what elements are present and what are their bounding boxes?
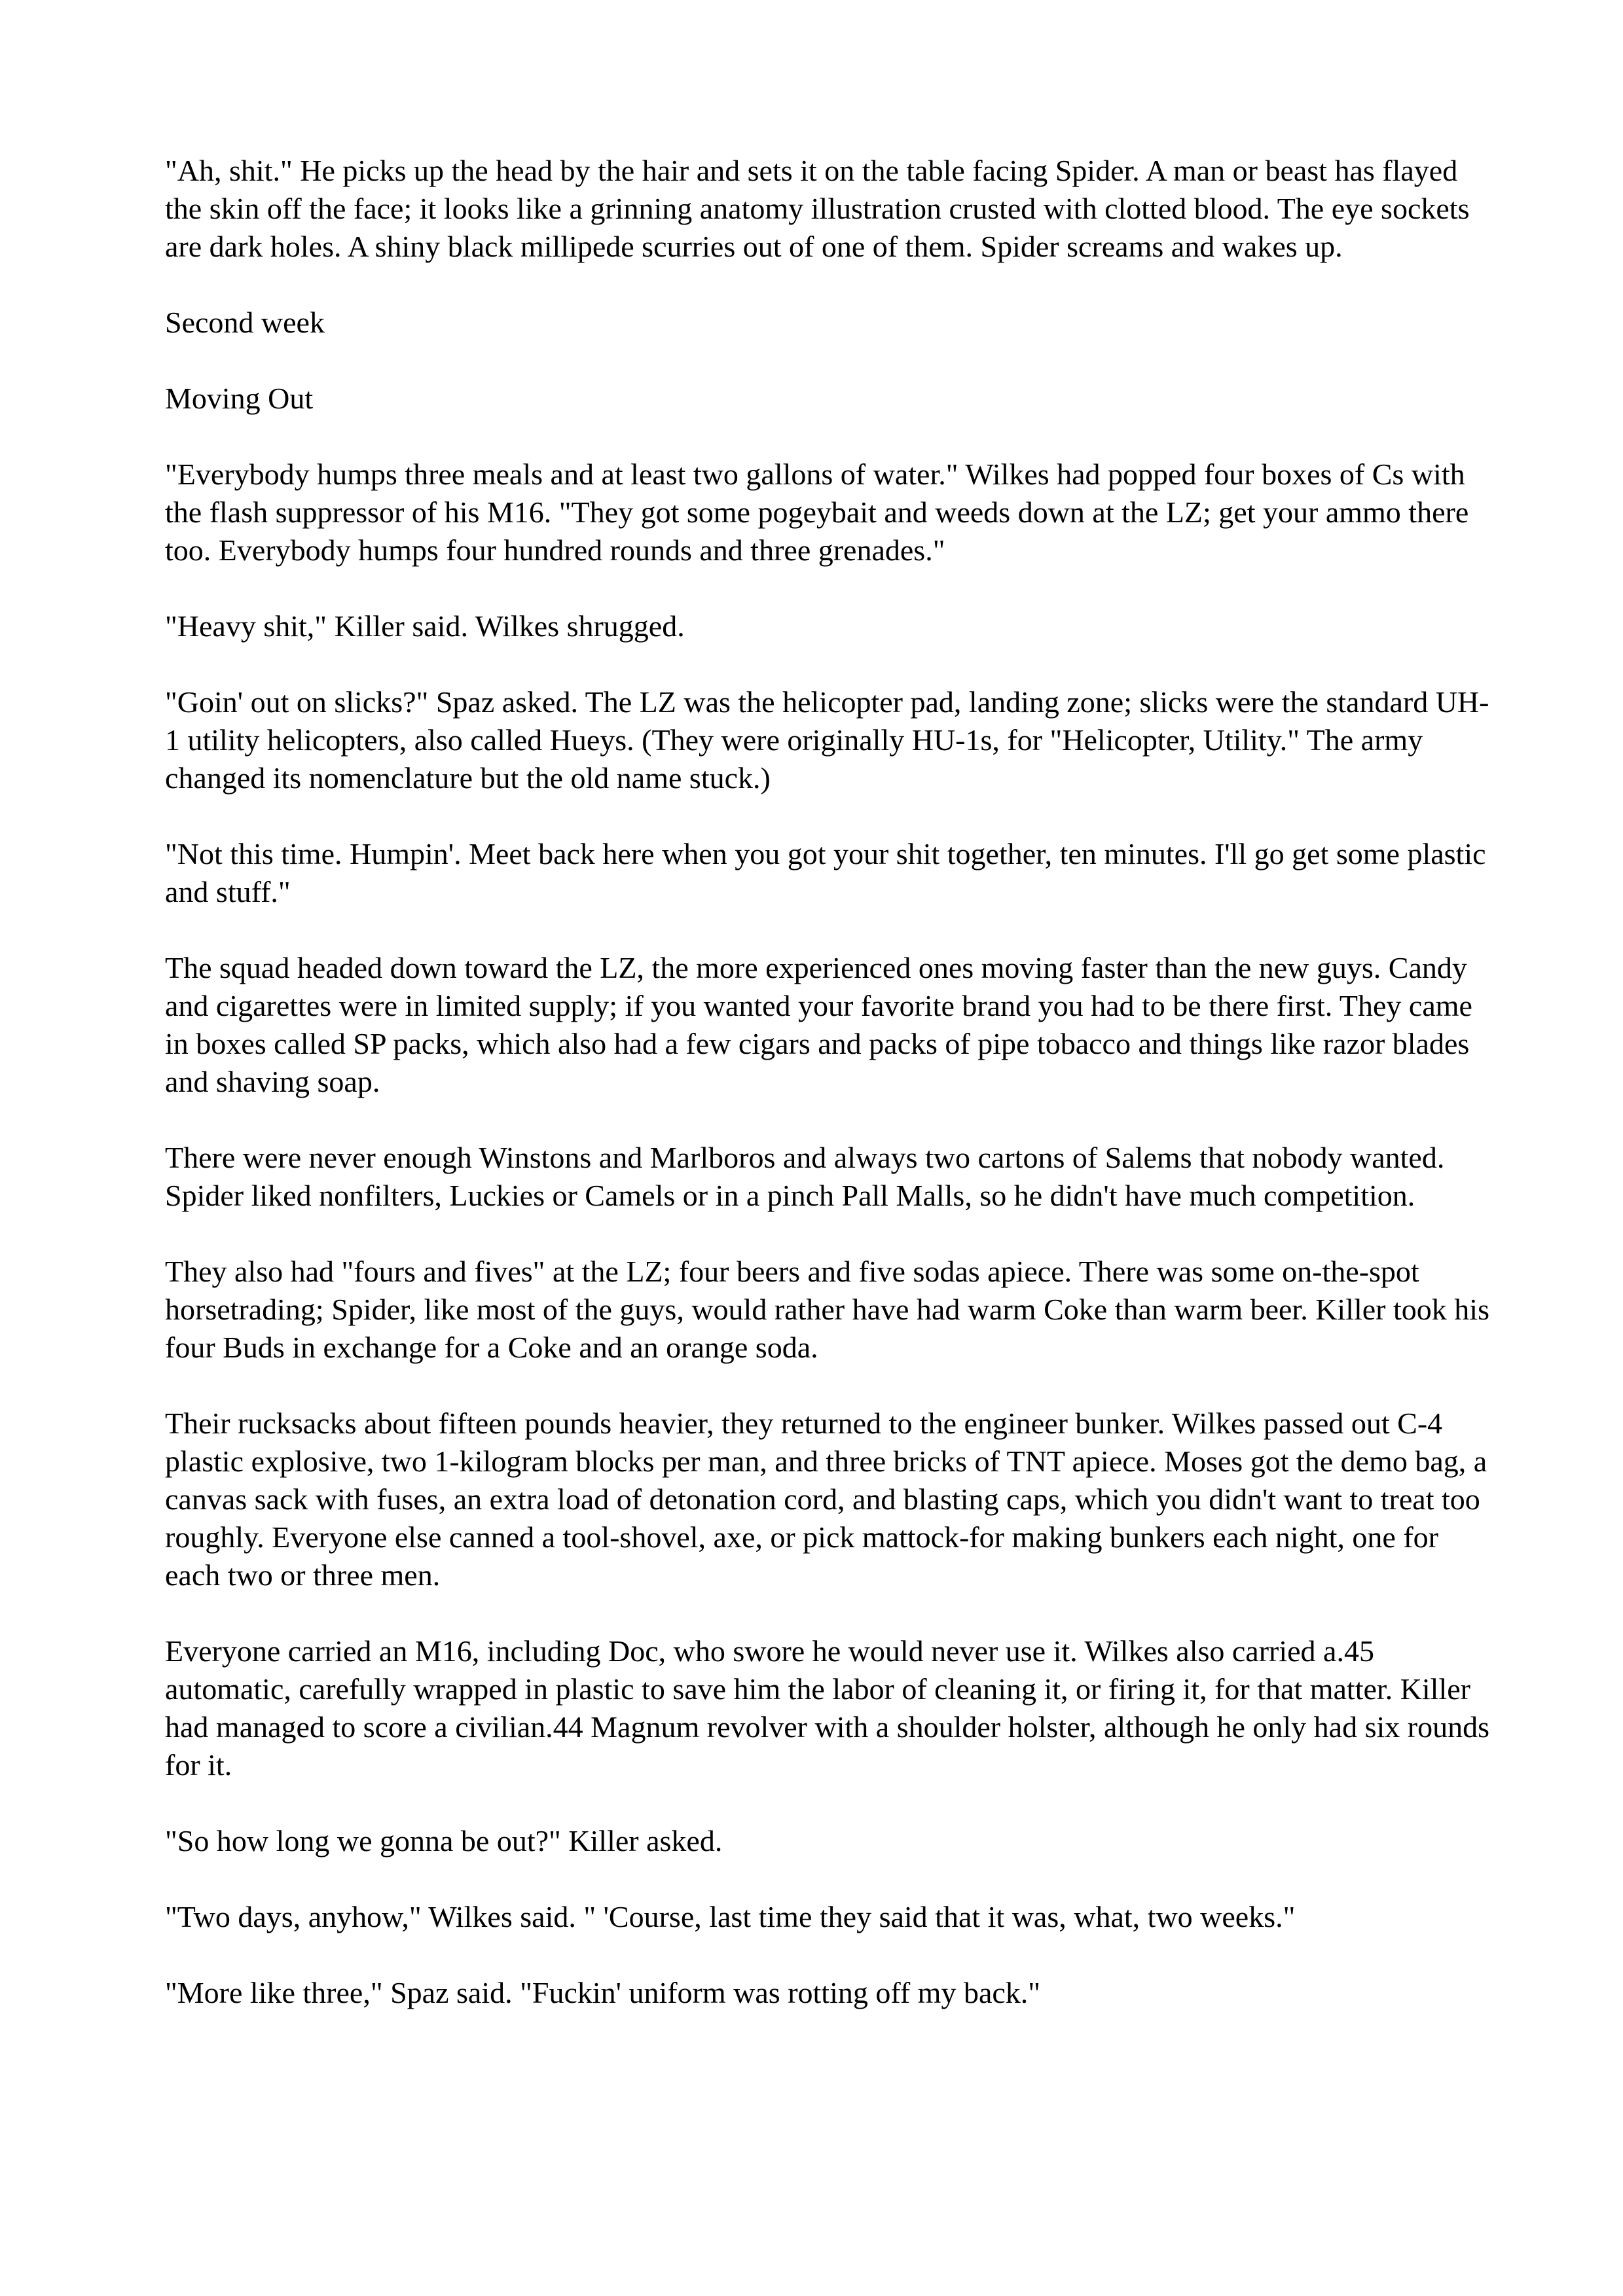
paragraph-weapons: Everyone carried an M16, including Doc, who swore he would never use it. Wilkes also carried a.45 automatic, carefully wrapped in plastic to save him the labor of cleaning it, or firing it, for that matter. Killer had managed to score a civilian.44 Magnum revolver with a shoulder holster, although he only had six rounds for it. — [165, 1634, 1489, 1782]
paragraph-cigarettes: There were never enough Winstons and Marlboros and always two cartons of Salems that nobody wanted. Spider liked nonfilters, Luckies or Camels or in a pinch Pall Malls, so he didn't have much competition. — [165, 1141, 1445, 1212]
paragraph-fours-and-fives: They also had "fours and fives" at the LZ; four beers and five sodas apiece. There was some on-the-spot horsetrading; Spider, like most of the guys, would rather have had warm Coke than warm beer. Killer took his four Buds in exchange for a Coke and an orange soda. — [165, 1255, 1489, 1364]
paragraph-more-like-three: "More like three," Spaz said. "Fuckin' uniform was rotting off my back." — [165, 1976, 1041, 2009]
paragraph-humpin: "Not this time. Humpin'. Meet back here when you got your shit together, ten minutes. I'll go get some plastic and stuff." — [165, 837, 1486, 908]
chapter-title-moving-out: Moving Out — [165, 382, 314, 415]
paragraph-slicks: "Goin' out on slicks?" Spaz asked. The LZ was the helicopter pad, landing zone; slicks were the standard UH-1 utility helicopters, also called Hueys. (They were originally HU-1s, for "Helicopter, Utility." The army changed its nomenclature but the old name stuck.) — [165, 685, 1489, 795]
paragraph-two-days: "Two days, anyhow," Wilkes said. " 'Course, last time they said that it was, what, two weeks." — [165, 1900, 1296, 1933]
paragraph-how-long: "So how long we gonna be out?" Killer asked. — [165, 1824, 723, 1857]
paragraph-wilkes-orders: "Everybody humps three meals and at least two gallons of water." Wilkes had popped four boxes of Cs with the flash suppressor of his M16. "They got some pogeybait and weeds down at the LZ; get your ammo there too. Everybody humps four hundred rounds and three grenades." — [165, 457, 1469, 567]
paragraph-heavy-shit: "Heavy shit," Killer said. Wilkes shrugged. — [165, 609, 685, 643]
paragraph-nightmare: "Ah, shit." He picks up the head by the hair and sets it on the table facing Spider. A man or beast has flayed the skin off the face; it looks like a grinning anatomy illustration crusted with clotted blood. The eye sockets are dark holes. A shiny black millipede scurries out of one of them. Spider screams and wakes up. — [165, 154, 1470, 263]
document-page — [165, 152, 1501, 2012]
section-heading-second-week: Second week — [165, 306, 325, 339]
paragraph-rucksacks: Their rucksacks about fifteen pounds heavier, they returned to the engineer bunker. Wilkes passed out C-4 plastic explosive, two 1-kilogram blocks per man, and three bricks of TNT apiece. Moses got the demo bag, a canvas sack with fuses, an extra load of detonation cord, and blasting caps, which you didn't want to treat too roughly. Everyone else canned a tool-shovel, axe, or pick mattock-for making bunkers each night, one for each two or three men. — [165, 1407, 1487, 1592]
paragraph-squad-lz: The squad headed down toward the LZ, the more experienced ones moving faster than the new guys. Candy and cigarettes were in limited supply; if you wanted your favorite brand you had to be there first. They came in boxes called SP packs, which also had a few cigars and packs of pipe tobacco and things like razor blades and shaving soap. — [165, 951, 1472, 1098]
